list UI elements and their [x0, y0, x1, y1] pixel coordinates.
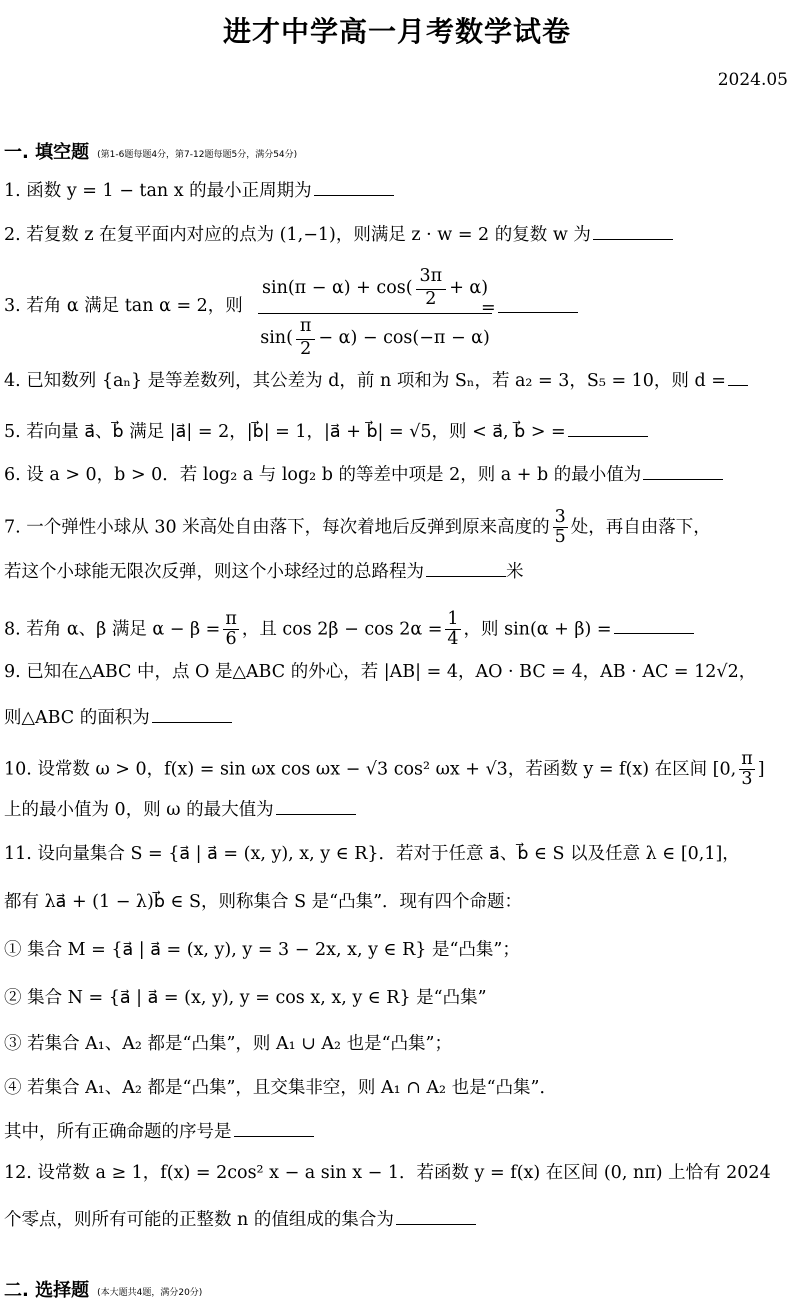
exam-date: 2024.05: [717, 70, 788, 90]
fraction-num: π: [741, 749, 753, 769]
fraction-denominator: [258, 314, 492, 360]
question-11-line-2: [4, 890, 790, 914]
question-11-item-1: [4, 938, 790, 962]
question-9-line-2: [4, 704, 790, 730]
question-text: 3. 若角 α 满足 tan α = 2，则: [4, 296, 243, 316]
question-6: [4, 461, 790, 487]
answer-blank[interactable]: [234, 1118, 314, 1137]
fraction-1-4: [445, 610, 460, 650]
question-9-line-1: [4, 660, 790, 684]
section-heading-multiple-choice: [4, 1276, 202, 1302]
question-3-fraction: [258, 267, 492, 359]
question-text: 8. 若角 α、β 满足 α − β =: [4, 619, 221, 640]
proposition-text: ① 集合 M = {a⃗ | a⃗ = (x, y), y = 3 − 2x, x, y ∈ R} 是“凸集”；: [4, 940, 520, 960]
inner-fraction: [296, 317, 316, 360]
answer-blank[interactable]: [614, 615, 694, 634]
inner-num: π: [296, 317, 316, 340]
question-11-line-end: [4, 1118, 790, 1144]
denominator-part: sin(: [260, 327, 293, 348]
answer-blank[interactable]: [426, 558, 506, 577]
question-3-equals: [481, 294, 790, 320]
section-title: 一. 填空题: [4, 142, 90, 163]
equals-sign: =: [481, 298, 496, 318]
question-11-item-4: [4, 1076, 790, 1100]
question-12-line-1: [4, 1161, 790, 1185]
denominator-part: − α) − cos(−π − α): [318, 327, 490, 348]
fraction-den: 6: [225, 629, 237, 650]
question-text: 2. 若复数 z 在复平面内对应的点为 (1,−1)，则满足 z · w = 2 的复数 w 为: [4, 225, 591, 245]
fraction-den: 3: [741, 769, 753, 790]
answer-blank[interactable]: [276, 796, 356, 815]
fraction-den: 4: [447, 629, 459, 650]
fraction-pi-6: [223, 610, 239, 650]
answer-blank[interactable]: [396, 1206, 476, 1225]
answer-blank[interactable]: [498, 294, 578, 313]
page-title: 进才中学高一月考数学试卷: [222, 15, 571, 48]
question-text: 都有 λa⃗ + (1 − λ)b⃗ ∈ S，则称集合 S 是“凸集”．现有四个命题：: [4, 892, 523, 912]
question-text: 9. 已知在△ABC 中，点 O 是△ABC 的外心，若 |AB| = 4，AO · BC = 4，AB · AC = 12√2，: [4, 662, 757, 682]
proposition-text: ② 集合 N = {a⃗ | a⃗ = (x, y), y = cos x, x, y ∈ R} 是“凸集”: [4, 988, 487, 1008]
question-10-line-1: [4, 750, 790, 790]
question-text: 个零点，则所有可能的正整数 n 的值组成的集合为: [4, 1210, 394, 1230]
answer-blank[interactable]: [728, 367, 748, 386]
inner-fraction: [416, 267, 447, 310]
question-text: 12. 设常数 a ≥ 1，f(x) = 2cos² x − a sin x − 1．若函数 y = f(x) 在区间 (0, nπ) 上恰有 2024: [4, 1163, 771, 1183]
question-11-item-2: [4, 986, 790, 1010]
question-7-line-1: [4, 508, 790, 548]
question-text: ]: [757, 759, 765, 780]
question-text: 11. 设向量集合 S = {a⃗ | a⃗ = (x, y), x, y ∈ R}．若对于任意 a⃗、b⃗ ∈ S 以及任意 λ ∈ [0,1]，: [4, 844, 740, 864]
inner-num: 3π: [416, 267, 447, 290]
proposition-text: ④ 若集合 A₁、A₂ 都是“凸集”，且交集非空，则 A₁ ∩ A₂ 也是“凸集”．: [4, 1078, 558, 1098]
answer-blank[interactable]: [314, 177, 394, 196]
numerator-part: + α): [449, 277, 489, 298]
proposition-text: ③ 若集合 A₁、A₂ 都是“凸集”，则 A₁ ∪ A₂ 也是“凸集”；: [4, 1034, 453, 1054]
section-title: 二. 选择题: [4, 1280, 90, 1301]
answer-blank[interactable]: [568, 418, 648, 437]
question-text: 1. 函数 y = 1 − tan x 的最小正周期为: [4, 181, 312, 201]
answer-blank[interactable]: [152, 704, 232, 723]
question-text: 则△ABC 的面积为: [4, 708, 150, 728]
question-text: ，则 sin(α + β) =: [463, 619, 612, 640]
question-text: 10. 设常数 ω > 0，f(x) = sin ωx cos ωx − √3 cos² ωx + √3，若函数 y = f(x) 在区间 [0,: [4, 759, 737, 780]
question-text: 4. 已知数列 {aₙ} 是等差数列，其公差为 d，前 n 项和为 Sₙ，若 a₂ = 3，S₅ = 10，则 d =: [4, 371, 726, 391]
question-11-item-3: [4, 1032, 790, 1056]
question-11-line-1: [4, 842, 790, 866]
inner-den: 2: [300, 338, 312, 359]
question-text: 6. 设 a > 0，b > 0．若 log₂ a 与 log₂ b 的等差中项是 2，则 a + b 的最小值为: [4, 465, 642, 485]
question-text: ，且 cos 2β − cos 2α =: [241, 619, 443, 640]
answer-blank[interactable]: [593, 221, 673, 240]
question-text: 若这个小球能无限次反弹，则这个小球经过的总路程为: [4, 562, 424, 582]
question-8: [4, 610, 790, 650]
question-4: [4, 367, 790, 393]
unit-text: 米: [506, 562, 524, 582]
question-text: 上的最小值为 0，则 ω 的最大值为: [4, 800, 274, 820]
question-1: [4, 177, 790, 203]
question-5: [4, 418, 790, 444]
question-text: 7. 一个弹性小球从 30 米高处自由落下，每次着地后反弹到原来高度的: [4, 517, 550, 538]
fraction-num: π: [225, 609, 237, 629]
question-7-line-2: [4, 558, 790, 584]
section-heading-fill-blank: [4, 138, 297, 164]
section-note: (第1-6题每题4分，第7-12题每题5分，满分54分): [97, 149, 298, 160]
question-2: [4, 221, 790, 247]
inner-den: 2: [425, 289, 437, 310]
answer-blank[interactable]: [643, 461, 723, 480]
question-text: 其中，所有正确命题的序号是: [4, 1122, 232, 1142]
fraction-numerator: [258, 267, 492, 314]
question-10-line-2: [4, 796, 790, 822]
question-text: 处，再自由落下，: [570, 517, 711, 538]
numerator-part: sin(π − α) + cos(: [262, 277, 413, 298]
fraction-num: 3: [554, 507, 566, 527]
section-note: (本大题共4题，满分20分): [97, 1287, 203, 1298]
question-12-line-2: [4, 1206, 790, 1232]
fraction-3-5: [553, 508, 568, 548]
fraction-pi-3: [739, 750, 755, 790]
question-text: 5. 若向量 a⃗、b⃗ 满足 |a⃗| = 2，|b⃗| = 1，|a⃗ + b⃗| = √5，则 < a⃗, b⃗ > =: [4, 422, 566, 442]
fraction-num: 1: [447, 609, 459, 629]
fraction-den: 5: [554, 527, 566, 548]
